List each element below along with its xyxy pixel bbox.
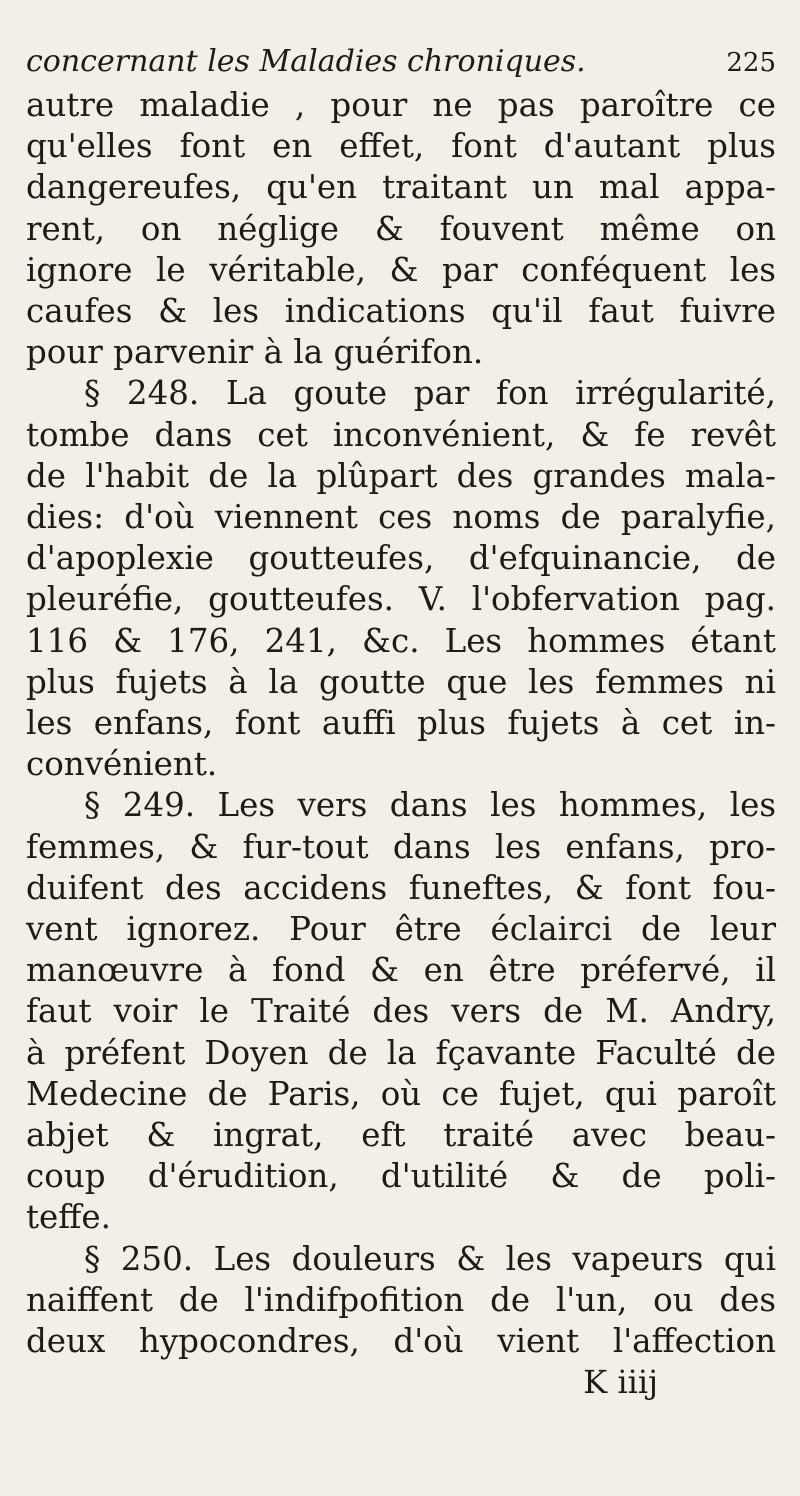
section-250-start: § 250. Les douleurs & les vapeurs qui (84, 1239, 776, 1278)
text-line: tombe dans cet inconvénient, & fe revêt (26, 415, 776, 454)
text-line: Medecine de Paris, où ce fujet, qui paroît (26, 1074, 776, 1113)
text-line: 116 & 176, 241, &c. Les hommes étant (26, 621, 776, 660)
text-line: rent, on néglige & fouvent même on (26, 209, 776, 248)
text-line: naiffent de l'indifpofition de l'un, ou des (26, 1280, 776, 1319)
running-head-title: concernant les Maladies chroniques. (26, 44, 586, 79)
body-text (26, 85, 776, 1362)
text-line: coup d'érudition, d'utilité & de poli- (26, 1157, 776, 1196)
section-249-start: § 249. Les vers dans les hommes, les (84, 786, 776, 825)
text-line: pleuréfie, goutteufes. V. l'obfervation pag. (26, 580, 776, 619)
text-line: ignore le véritable, & par conféquent les (26, 250, 776, 289)
text-line: faut voir le Traité des vers de M. Andry, (26, 992, 776, 1031)
text-line: pour parvenir à la guérifon. (26, 333, 484, 372)
text-line: femmes, & fur-tout dans les enfans, pro- (26, 827, 776, 866)
text-line: dies: d'où viennent ces noms de paralyfie, (26, 498, 776, 537)
text-line: convénient. (26, 745, 218, 784)
text-line: dangereufes, qu'en traitant un mal appa- (26, 168, 776, 207)
text-line: autre maladie , pour ne pas paroître ce (26, 86, 776, 124)
text-line: à préfent Doyen de la fçavante Faculté de (26, 1033, 776, 1072)
text-line: d'apoplexie goutteufes, d'efquinancie, de (26, 539, 776, 578)
text-line: plus fujets à la goutte que les femmes ni (26, 662, 776, 701)
text-line: deux hypocondres, d'où vient l'affection (26, 1322, 776, 1361)
text-line: vent ignorez. Pour être éclairci de leur (26, 910, 776, 949)
running-head (26, 42, 776, 83)
text-line: les enfans, font auffi plus fujets à cet in- (26, 704, 776, 743)
text-line: caufes & les indications qu'il faut fuivre (26, 292, 776, 331)
section-248-start: § 248. La goute par fon irrégularité, (84, 374, 776, 413)
signature-mark: K iiij (583, 1363, 658, 1402)
text-line: qu'elles font en effet, font d'autant plus (26, 127, 776, 166)
page-number: 225 (726, 48, 776, 78)
text-line: abjet & ingrat, eft traité avec beau- (26, 1116, 776, 1155)
text-line: teffe. (26, 1198, 111, 1237)
text-line: de l'habit de la plûpart des grandes mala- (26, 456, 776, 495)
text-line: duifent des accidens funeftes, & font fou- (26, 868, 776, 907)
text-line: manœuvre à fond & en être préfervé, il (26, 951, 776, 990)
